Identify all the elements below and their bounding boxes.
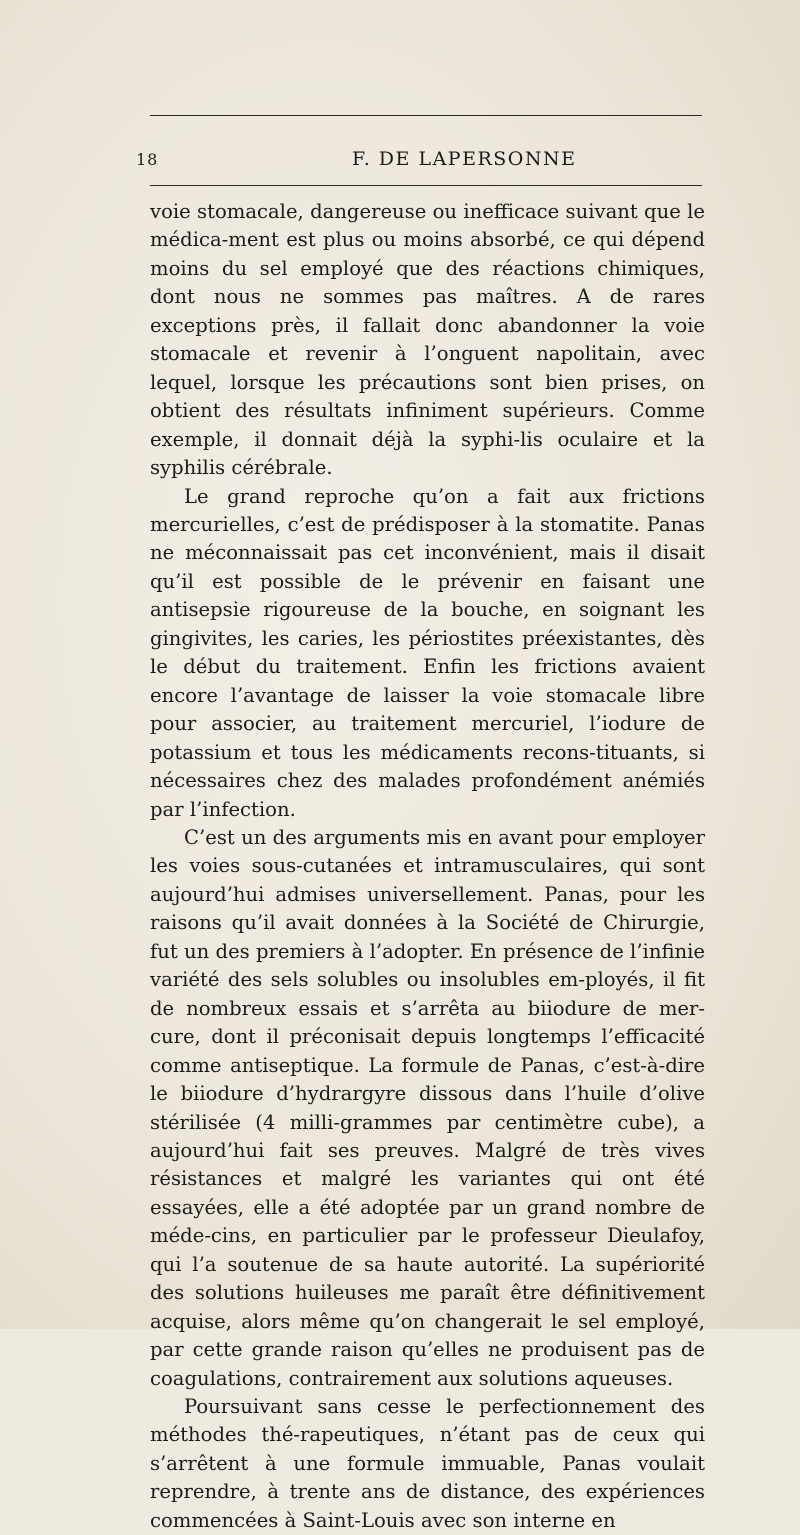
body-text [150,198,705,1535]
paragraph-2: Le grand reproche qu’on a fait aux frictions mercurielles, c’est de prédisposer à la stomatite. Panas ne méconnaissait pas cet inconvénient, mais il disait qu’il est possible de le prévenir en faisant une antisepsie rigoureuse de la bouche, en soignant les gingivites, les caries, les périostites préexistantes, dès le début du traitement. Enfin les frictions avaient encore l’avantage de laisser la voie stomacale libre pour associer, au traitement mercuriel, l’iodure de potassium et tous les médicaments recons-tituants, si nécessaires chez des malades profondément anémiés par l’infection. [150,484,705,821]
running-title: F. DE LAPERSONNE [352,148,577,170]
header-rule-bottom [150,185,702,186]
header-rule-top [150,115,702,116]
page-number: 18 [136,150,159,169]
paragraph-4: Poursuivant sans cesse le perfectionnement des méthodes thé-rapeutiques, n’étant pas de ceux qui s’arrêtent à une formule immuable, Panas voulait reprendre, à trente ans de distance, des expériences commencées à Saint-Louis avec son interne en [150,1395,705,1532]
paragraph-3: C’est un des arguments mis en avant pour employer les voies sous-cutanées et intramusculaires, qui sont aujourd’hui admises universellement. Panas, pour les raisons qu’il avait données à la Société de Chirurgie, fut un des premiers à l’adopter. En présence de l’infinie variété des sels solubles ou insolubles em-ployés, il fit de nombreux essais et s’arrêta au biiodure de mer-cure, dont il préconisait depuis longtemps l’efficacité comme antiseptique. La formule de Panas, c’est-à-dire le biiodure d’hydrargyre dissous dans l’huile d’olive stérilisée (4 milli-grammes par centimètre cube), a aujourd’hui fait ses preuves. Malgré de très vives résistances et malgré les variantes qui ont été essayées, elle a été adoptée par un grand nombre de méde-cins, en particulier par le professeur Dieulafoy, qui l’a soutenue de sa haute autorité. La supériorité des solutions huileuses me paraît être définitivement acquise, alors même qu’on changerait le sel employé, par cette grande raison qu’elles ne produisent pas de coagulations, contrairement aux solutions aqueuses. [150,825,705,1390]
paragraph-1: voie stomacale, dangereuse ou inefficace suivant que le médica-ment est plus ou moins absorbé, ce qui dépend moins du sel employé que des réactions chimiques, dont nous ne sommes pas maîtres. A de rares exceptions près, il fallait donc abandonner la voie stomacale et revenir à l’onguent napolitain, avec lequel, lorsque les précautions sont bien prises, on obtient des résultats infiniment supérieurs. Comme exemple, il donnait déjà la syphi-lis oculaire et la syphilis cérébrale. [150,200,705,480]
